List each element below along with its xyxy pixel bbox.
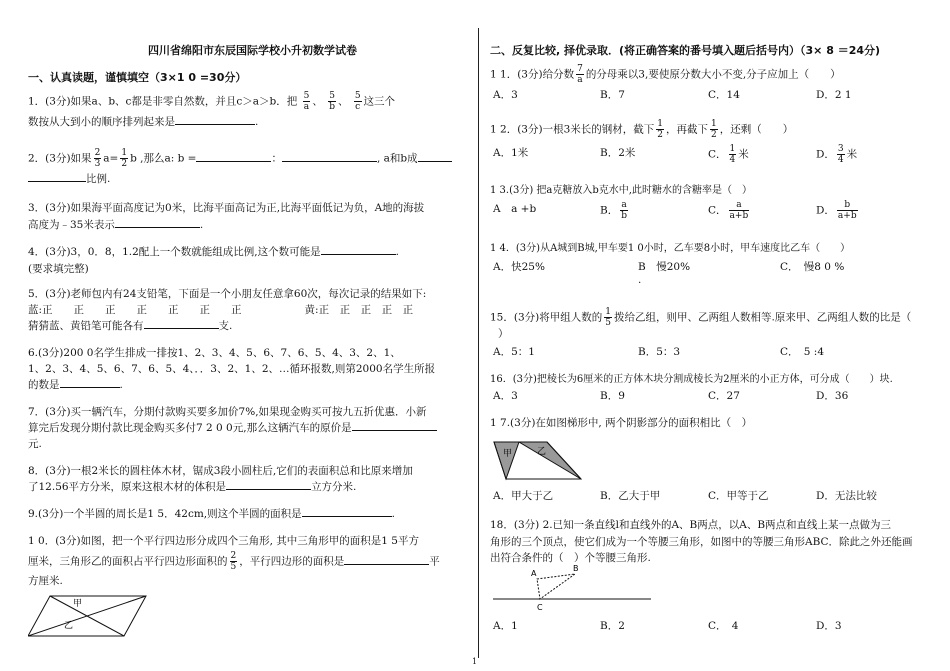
q1-answer-blank[interactable] [175, 113, 255, 125]
question-17: 1 7.(3分)在如图梯形中, 两个阴影部分的面积相比（ ） [490, 417, 753, 429]
question-5: 5．(3分)老师包内有24支铅笔，下面是一个小朋友任意拿60次，每次记录的结果如下: [28, 288, 427, 300]
question-9: 9.(3分)一个半圆的周长是1 5．42cm,则这个半圆的面积是 . [28, 505, 395, 524]
question-15-line2: ） [498, 328, 509, 340]
q14-option-b[interactable]: B 慢20% [638, 261, 691, 273]
q12-option-a[interactable]: A．1米 [493, 147, 529, 159]
column-divider [478, 28, 479, 658]
q2-blank-1[interactable] [196, 150, 271, 162]
question-7: 7．(3分)买一辆汽车，分期付款购买要多加价7%,如果现金购买可按九五折优惠．小新 [28, 406, 427, 418]
question-6-line3: 的数是 . [28, 376, 123, 395]
q6-answer-blank[interactable] [60, 376, 120, 388]
figure-label-yi: 乙 [537, 447, 547, 457]
q18-option-d[interactable]: D．3 [816, 620, 842, 632]
question-1: 1．(3分)如果a、b、c都是非零自然数，并且c＞a＞b．把 $\frac{5}{a}$ 、 $\frac{5}{b}$ 、 $\frac{5}{c}$ 这三个 [28, 91, 396, 112]
question-14: 1 4．(3分)从A城到B城,甲车要1 0小时，乙车要8小时，甲车速度比乙车（ ） [490, 243, 851, 254]
q14-option-a[interactable]: A．快25% [493, 261, 545, 273]
q1-text: 1．(3分)如果a、b、c都是非零自然数，并且c＞a＞b．把 [28, 95, 298, 108]
point-a-label: A [531, 569, 537, 578]
q13-option-a[interactable]: A a +b [493, 203, 537, 215]
question-10-line2: 厘米，三角形乙的面积占平行四边形面积的 $\frac{2}{5}$ ，平行四边形的面积是 平 [28, 551, 440, 572]
q11-option-b[interactable]: B．7 [600, 89, 625, 101]
question-12: 1 2．(3分)一根3米长的钢材，截下 $\frac{1}{2}$ ，再截下 $\frac{1}{2}$ ，还剩（ ） [490, 119, 794, 140]
q16-option-c[interactable]: C．27 [708, 390, 740, 402]
question-5-line3: 猜猜蓝、黄铅笔可能各有 支. [28, 317, 232, 336]
q15-option-a[interactable]: A．5：1 [493, 346, 535, 358]
q2-blank-2[interactable] [282, 150, 377, 162]
q1-fraction-2: $\frac{5}{b}$ [329, 91, 335, 112]
q7-answer-blank[interactable] [352, 419, 437, 431]
question-18-line3: 出符合条件的（ ）个等腰三角形. [490, 552, 651, 564]
figure-label-yi: 乙 [64, 621, 74, 631]
question-4-line2: (要求填完整) [28, 263, 89, 275]
question-1-line2: 数按从大到小的顺序排列起来是 . [28, 113, 258, 132]
question-6-line2: 1、2、3、4、5、6、7、6、5、4、．．3、2、1、2、…循环报数,则第2000名学生所报 [28, 363, 436, 375]
q17-option-c[interactable]: C．甲等于乙 [708, 490, 769, 502]
isosceles-triangle-figure [493, 562, 653, 612]
question-11: 1 1．(3分)给分数 $\frac{7}{a}$ 的分母乘以3,要使原分数大小不变,分子应加上（ ） [490, 64, 841, 85]
q1-fraction-1: $\frac{5}{a}$ [303, 91, 310, 112]
question-3: 3．(3分)如果海平面高度记为0米，比海平面高记为正,比海平面低记为负，A地的海拔 [28, 202, 425, 214]
page-number: 1 [472, 657, 478, 666]
q2-blank-3[interactable] [418, 150, 452, 162]
point-c-label: C [537, 603, 543, 612]
q18-option-b[interactable]: B．2 [600, 620, 625, 632]
question-7-line2: 算完后发现分期付款比现金购买多付7 2 0 0元,那么这辆汽车的原价是 [28, 419, 437, 438]
page-title: 四川省绵阳市东辰国际学校小升初数学试卷 [148, 44, 357, 57]
q12-option-b[interactable]: B．2米 [600, 147, 636, 159]
q11-option-c[interactable]: C．14 [708, 89, 740, 101]
question-3-line2: 高度为﹣35米表示 . [28, 216, 203, 235]
q17-option-b[interactable]: B．乙大于甲 [600, 490, 661, 502]
q5-answer-blank[interactable] [144, 317, 219, 329]
question-4: 4．(3分)3，0．8，1.2配上一个数就能组成比例,这个数可能是 . [28, 243, 399, 262]
q10-answer-blank[interactable] [344, 553, 429, 565]
q3-answer-blank[interactable] [115, 216, 200, 228]
q13-option-d[interactable]: D． $\frac{b}{a+b}$ [816, 200, 857, 221]
q2-blank-4[interactable] [28, 170, 86, 182]
section1-heading: 一、认真读题，谨慎填空（3×1 0 =30分） [28, 71, 247, 84]
q18-option-c[interactable]: C． 4 [708, 620, 739, 632]
q12-option-c[interactable]: C． $\frac{1}{4}$ 米 [708, 144, 749, 165]
q17-option-a[interactable]: A．甲大于乙 [493, 490, 554, 502]
q9-answer-blank[interactable] [302, 505, 392, 517]
q14-dot: . [638, 274, 642, 286]
q15-option-b[interactable]: B．5：3 [638, 346, 681, 358]
figure-label-jia: 甲 [503, 449, 513, 459]
parallelogram-figure [28, 592, 148, 640]
question-8-line2: 了12.56平方分米，原来这根木材的体积是 立方分米. [28, 478, 356, 497]
q8-answer-blank[interactable] [226, 478, 311, 490]
question-18-line2: 角形的三个顶点，使它们成为一个等腰三角形，如图中的等腰三角形ABC．除此之外还能画 [490, 536, 913, 548]
q17-option-d[interactable]: D．无法比较 [816, 490, 877, 502]
q16-option-a[interactable]: A．3 [493, 390, 518, 402]
question-10: 1 0．(3分)如图，把一个平行四边形分成四个三角形, 其中三角形甲的面积是1 5平方 [28, 535, 419, 547]
q16-option-d[interactable]: D．36 [816, 390, 849, 402]
figure-label-jia: 甲 [73, 599, 83, 609]
section2-heading: 二、反复比较, 择优录取．(将正确答案的番号填入题后括号内）（3× 8 ＝24分) [490, 44, 881, 57]
question-18: 18．(3分) 2.已知一条直线l和直线外的A、B两点，以A、B两点和直线上某一点做为三 [490, 519, 892, 531]
q14-option-c[interactable]: C． 慢8 0 % [780, 261, 845, 273]
question-10-line3: 方厘米. [28, 575, 63, 587]
q15-option-c[interactable]: C． 5 :4 [780, 346, 825, 358]
question-15: 15．(3分)将甲组人数的 $\frac{1}{5}$ 拨给乙组，则甲、乙两组人数相等.原来甲、乙两组人数的比是（ [490, 307, 912, 328]
q16-option-b[interactable]: B．9 [600, 390, 625, 402]
q13-option-b[interactable]: B． $\frac{a}{b}$ [600, 200, 627, 221]
question-16: 16．(3分)把棱长为6厘米的正方体木块分割成棱长为2厘米的小正方体，可分成（ ）块. [490, 374, 893, 385]
question-5-line2: 蓝:正 正 正 正 正 正 正 黄:正 正 正 正 正 [28, 304, 414, 316]
question-6: 6.(3分)200 0名学生排成一排按1、2、3、4、5、6、7、6、5、4、3、2、1、 [28, 347, 401, 359]
q12-option-d[interactable]: D． $\frac{3}{4}$ 米 [816, 144, 858, 165]
point-b-label: B [573, 564, 579, 573]
q13-option-c[interactable]: C． $\frac{a}{a+b}$ [708, 200, 749, 221]
q11-option-d[interactable]: D．2 1 [816, 89, 852, 101]
question-8: 8．(3分)一根2米长的圆柱体木材，锯成3段小圆柱后,它们的表面积总和比原来增加 [28, 465, 413, 477]
question-2-line2: 比例. [28, 170, 110, 189]
question-13: 1 3.(3分) 把a克糖放入b克水中,此时糖水的含糖率是（ ） [490, 185, 752, 196]
q1-fraction-3: $\frac{5}{c}$ [354, 91, 361, 112]
q11-option-a[interactable]: A．3 [493, 89, 518, 101]
question-2: 2．(3分)如果 $\frac{2}{3}$ a= $\frac{1}{2}$ b ,那么a: b = ： , a和b成 [28, 148, 452, 169]
trapezoid-figure [493, 434, 583, 482]
question-7-line3: 元. [28, 438, 42, 450]
q18-option-a[interactable]: A．1 [493, 620, 518, 632]
q4-answer-blank[interactable] [321, 243, 396, 255]
